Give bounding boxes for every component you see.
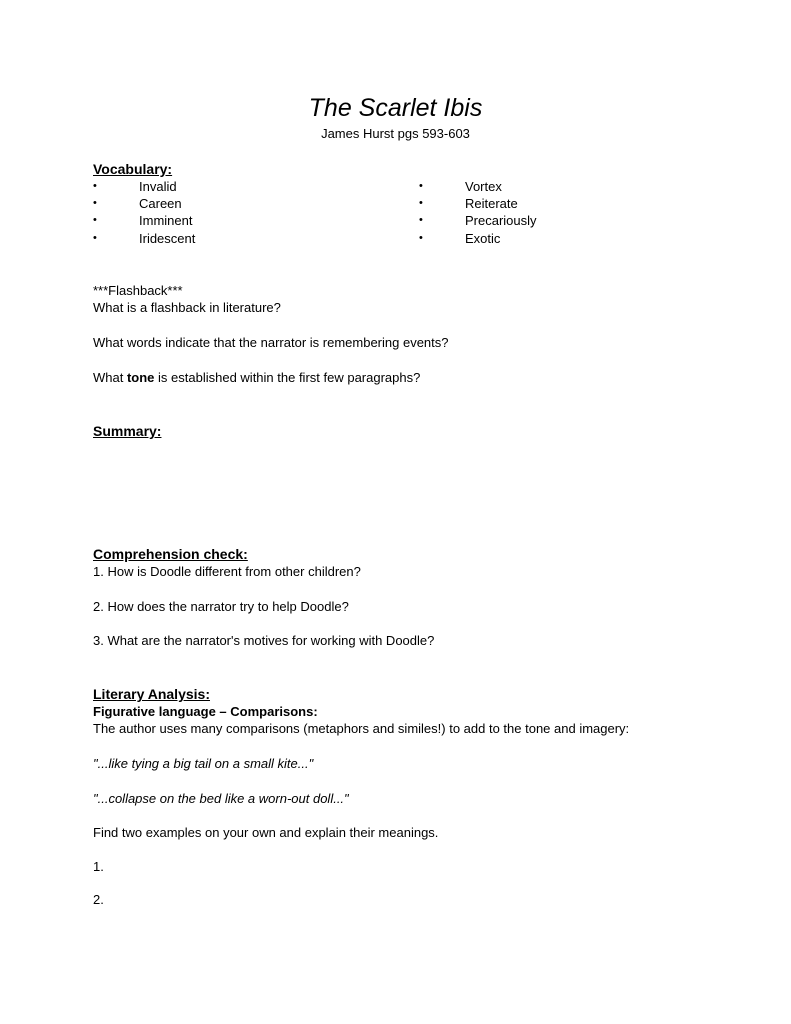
flashback-question-1: What is a flashback in literature?: [93, 300, 281, 315]
answer-item-2: 2.: [93, 892, 104, 907]
vocab-word: Iridescent: [139, 231, 196, 246]
comprehension-question: 1. How is Doodle different from other children?: [93, 564, 361, 579]
document-title: The Scarlet Ibis: [308, 94, 483, 122]
flashback-label: ***Flashback***: [93, 283, 183, 298]
document-subtitle: James Hurst pgs 593-603: [321, 126, 470, 141]
comprehension-question: 2. How does the narrator try to help Doodle?: [93, 599, 349, 614]
bullet-icon: •: [419, 232, 423, 244]
flashback-question-3: [93, 369, 420, 386]
bullet-icon: •: [419, 180, 423, 192]
vocab-word: Exotic: [465, 231, 501, 246]
quote-example-1: "...like tying a big tail on a small kite...": [93, 756, 314, 771]
bullet-icon: •: [93, 180, 97, 192]
comprehension-heading: Comprehension check:: [93, 546, 248, 562]
literary-heading: Literary Analysis:: [93, 686, 210, 702]
vocab-word: Careen: [139, 196, 182, 211]
vocab-word: Precariously: [465, 213, 537, 228]
bullet-icon: •: [419, 214, 423, 226]
bullet-icon: •: [93, 197, 97, 209]
bullet-icon: •: [93, 214, 97, 226]
bullet-icon: •: [93, 232, 97, 244]
question-text: is established within the first few paragraphs?: [154, 370, 421, 385]
question-text: What: [93, 370, 127, 385]
vocab-word: Invalid: [139, 179, 177, 194]
tone-keyword: tone: [126, 370, 155, 385]
bullet-icon: •: [419, 197, 423, 209]
literary-subheading: Figurative language – Comparisons:: [93, 704, 318, 719]
vocab-word: Reiterate: [465, 196, 518, 211]
answer-item-1: 1.: [93, 859, 104, 874]
vocabulary-heading: Vocabulary:: [93, 161, 173, 177]
literary-intro: The author uses many comparisons (metaphors and similes!) to add to the tone and imagery:: [93, 721, 630, 736]
literary-instruction: Find two examples on your own and explain their meanings.: [93, 825, 439, 840]
vocab-word: Imminent: [139, 213, 193, 228]
flashback-question-2: What words indicate that the narrator is remembering events?: [93, 335, 449, 350]
comprehension-question: 3. What are the narrator's motives for working with Doodle?: [93, 633, 435, 648]
vocab-word: Vortex: [465, 179, 502, 194]
quote-example-2: "...collapse on the bed like a worn-out doll...": [93, 791, 349, 806]
summary-heading: Summary:: [93, 423, 162, 439]
